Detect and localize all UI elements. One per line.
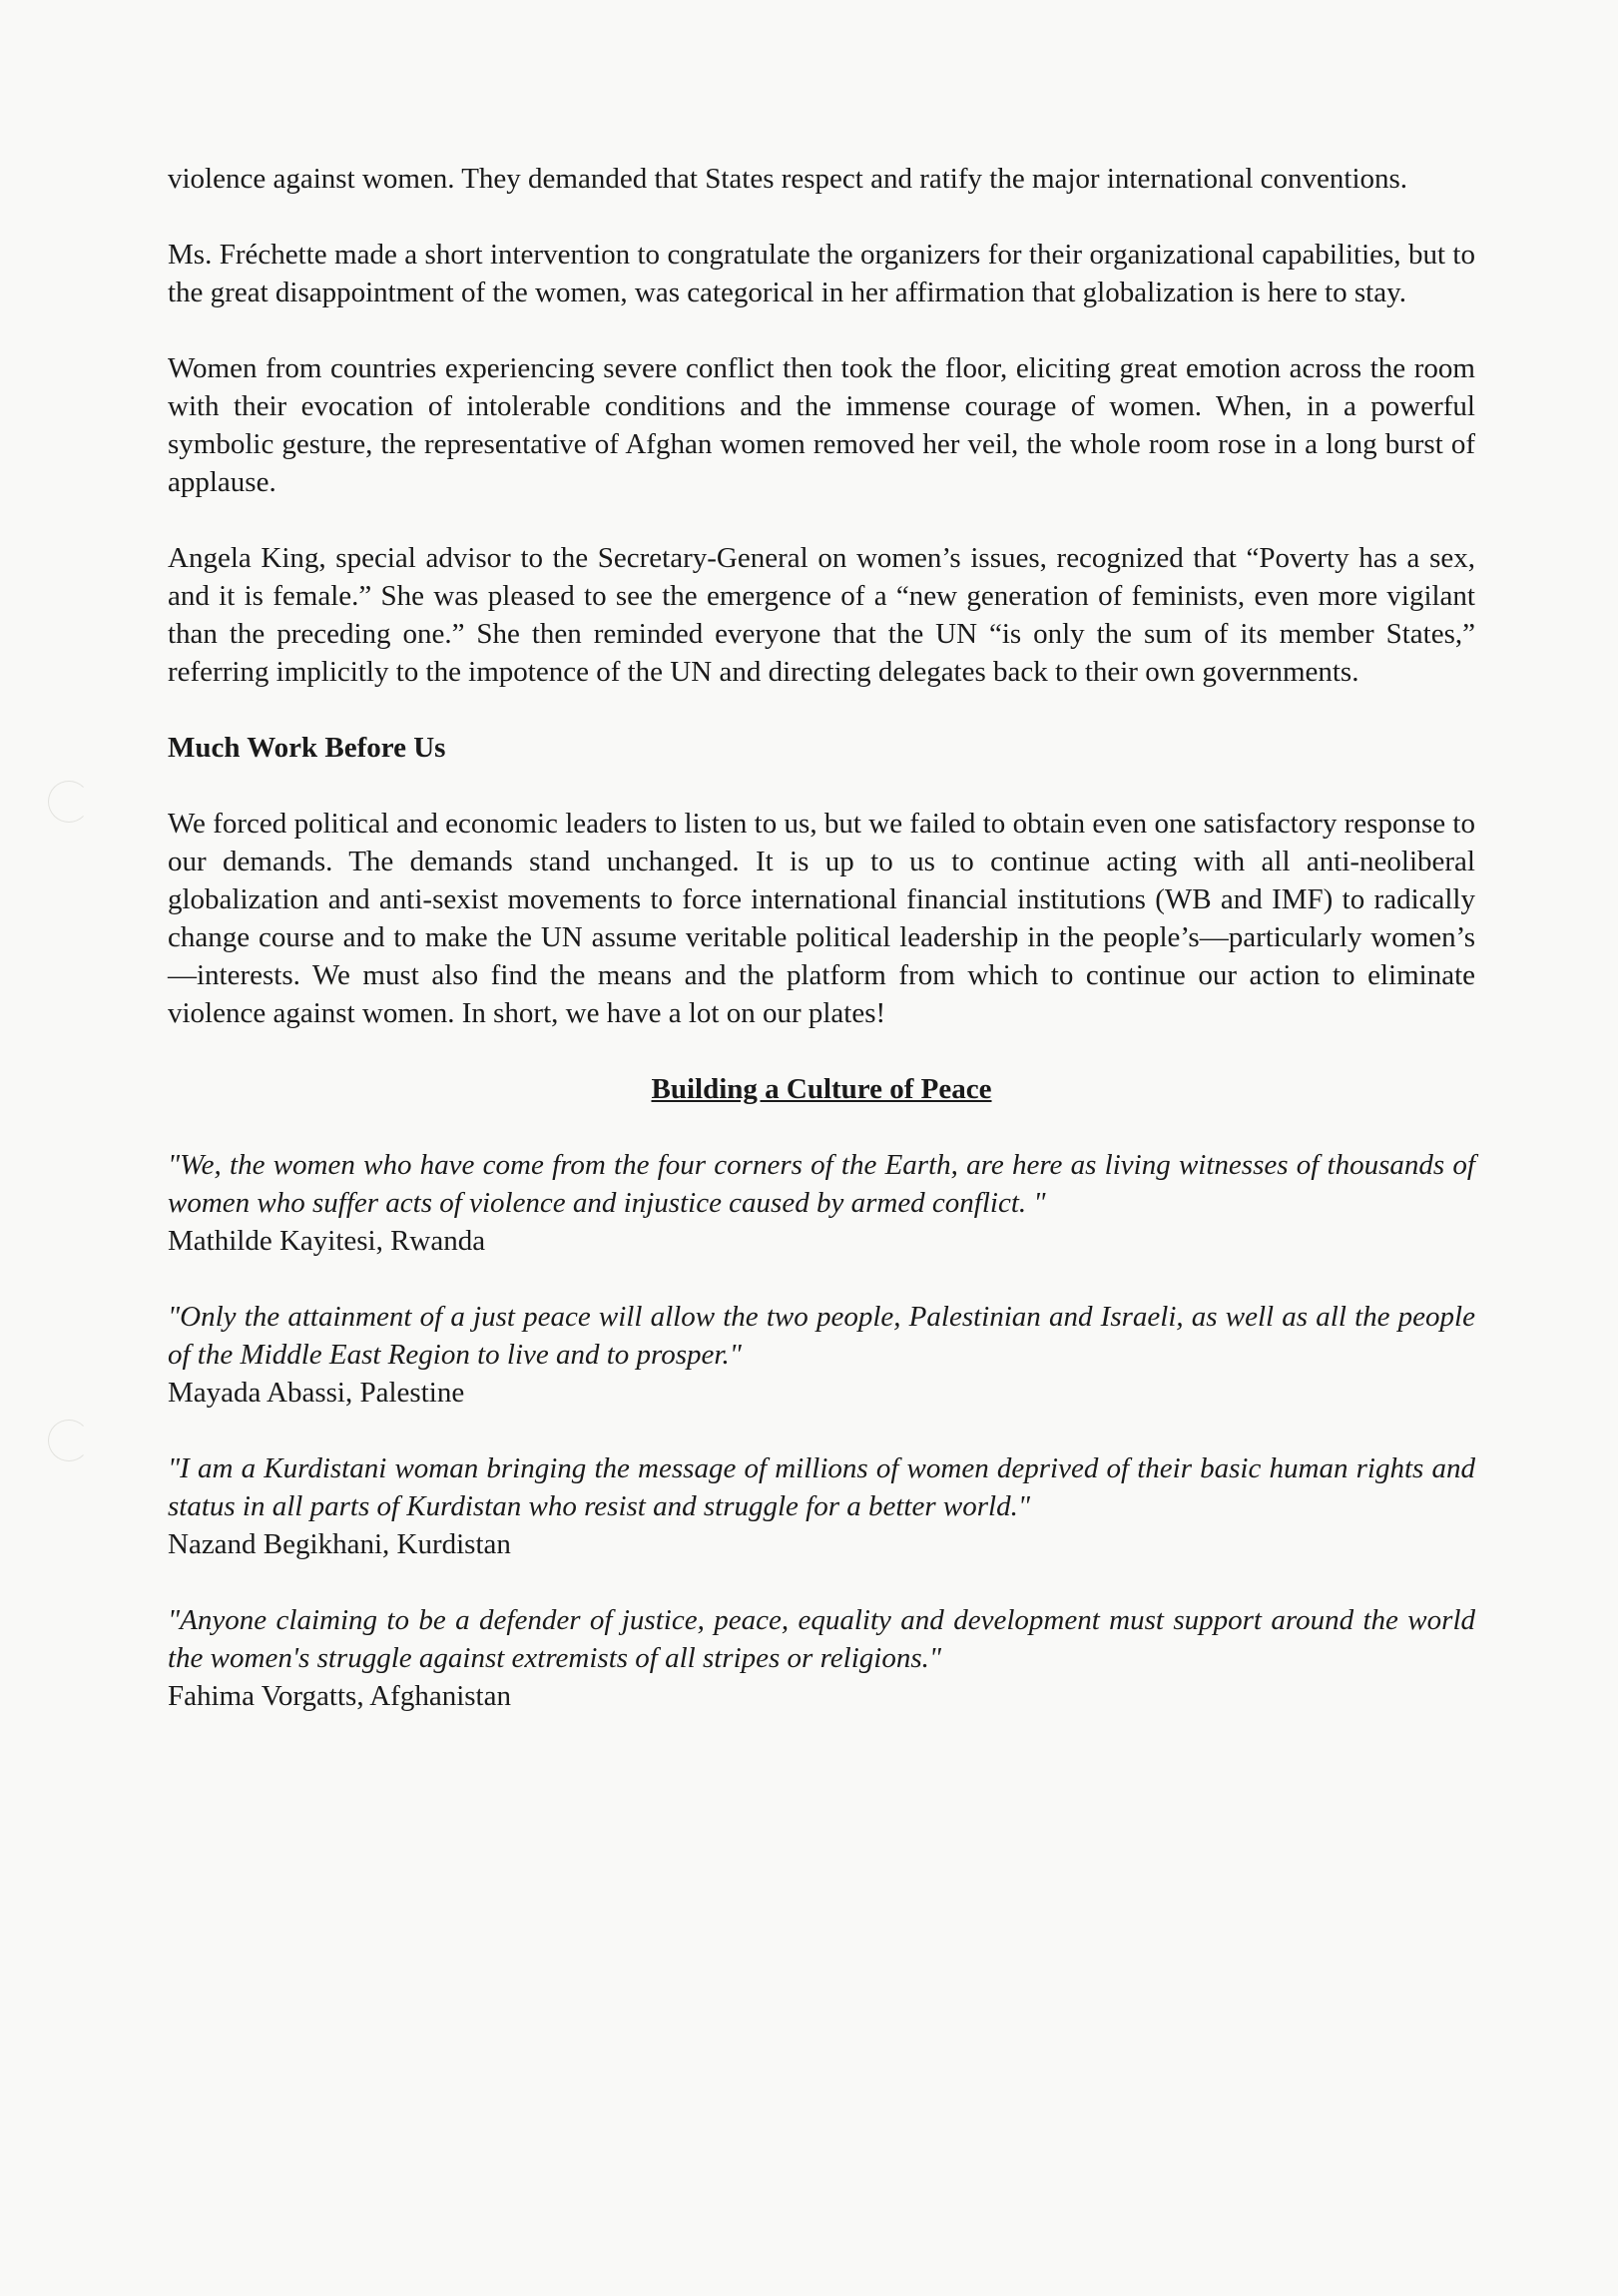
paragraph-angela-king: Angela King, special advisor to the Secretary-General on women’s issues, recognized that “Poverty has a sex, and it is female.” She was pleased to see the emergence of a “new generation of feminists, even more vigilant than the preceding one.” She then reminded everyone that the UN “is only the sum of its member States,” referring implicitly to the impotence of the UN and directing delegates back to their own governments. [168, 542, 1475, 688]
quote-block [168, 1298, 1475, 1412]
quote-author: Mathilde Kayitesi, Rwanda [168, 1225, 486, 1257]
quote-block [168, 1146, 1475, 1260]
quote-text: "I am a Kurdistani woman bringing the message of millions of women deprived of their basic human rights and status in all parts of Kurdistan who resist and struggle for a better world." [168, 1452, 1475, 1522]
quote-author: Nazand Begikhani, Kurdistan [168, 1528, 511, 1560]
section-heading-much-work: Much Work Before Us [168, 732, 446, 764]
paragraph-frechette: Ms. Fréchette made a short intervention to congratulate the organizers for their organizational capabilities, but to the great disappointment of the women, was categorical in her affirmation that globalization is here to stay. [168, 239, 1475, 308]
punch-hole-mark-upper [48, 781, 90, 823]
quote-author: Fahima Vorgatts, Afghanistan [168, 1680, 511, 1712]
quote-block [168, 1601, 1475, 1715]
document-page [168, 160, 1475, 1753]
punch-hole-mark-lower [48, 1420, 90, 1461]
paragraph-conflict-women: Women from countries experiencing severe conflict then took the floor, eliciting great emotion across the room with their evocation of intolerable conditions and the immense courage of women. When, in a powerful symbolic gesture, the representative of Afghan women removed her veil, the whole room rose in a long burst of applause. [168, 352, 1475, 498]
quote-text: "We, the women who have come from the four corners of the Earth, are here as living witnesses of thousands of women who suffer acts of violence and injustice caused by armed conflict. " [168, 1149, 1475, 1219]
paragraph-much-work: We forced political and economic leaders to listen to us, but we failed to obtain even one satisfactory response to our demands. The demands stand unchanged. It is up to us to continue acting with all anti-neoliberal globalization and anti-sexist movements to force international financial institutions (WB and IMF) to radically change course and to make the UN assume veritable political leadership in the people’s—particularly women’s—interests. We must also find the means and the platform from which to continue our action to eliminate violence against women. In short, we have a lot on our plates! [168, 808, 1475, 1029]
section-heading-culture-of-peace: Building a Culture of Peace [651, 1073, 992, 1105]
quote-text: "Only the attainment of a just peace will allow the two people, Palestinian and Israeli, as well as all the people of the Middle East Region to live and to prosper." [168, 1301, 1475, 1371]
quote-author: Mayada Abassi, Palestine [168, 1377, 465, 1409]
quote-text: "Anyone claiming to be a defender of justice, peace, equality and development must support around the world the women's struggle against extremists of all stripes or religions." [168, 1604, 1475, 1674]
paragraph-conventions: violence against women. They demanded that States respect and ratify the major international conventions. [168, 163, 1408, 195]
quote-block [168, 1449, 1475, 1563]
